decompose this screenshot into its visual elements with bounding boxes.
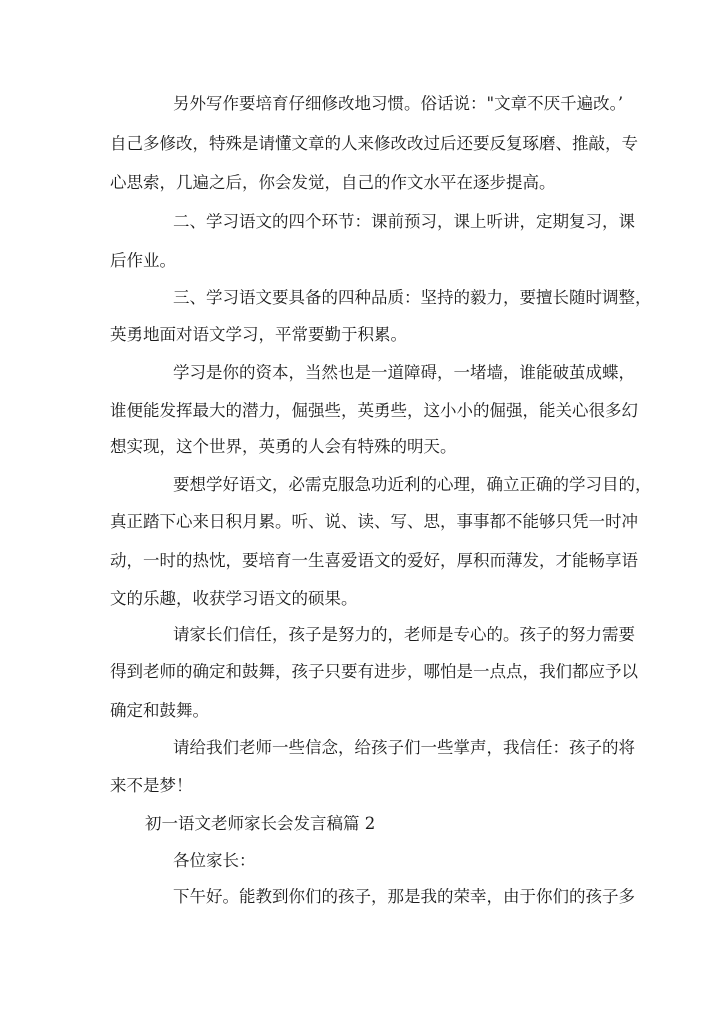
salutation: 各位家长： xyxy=(173,851,256,870)
paragraph-line: 后作业。 xyxy=(110,251,176,270)
paragraph-line: 请家长们信任，孩子是努力的，老师是专心的。孩子的努力需要 xyxy=(173,625,635,644)
paragraph-line: 真正踏下心来日积月累。听、说、读、写、思，事事都不能够只凭一时冲 xyxy=(110,512,638,531)
paragraph-line: 英勇地面对语文学习，平常要勤于积累。 xyxy=(110,325,407,344)
paragraph-line: 二、学习语文的四个环节：课前预习，课上听讲，定期复习，课 xyxy=(173,212,635,231)
paragraph-line: 请给我们老师一些信念，给孩子们一些掌声，我信任：孩子的将 xyxy=(173,738,635,757)
paragraph-line: 得到老师的确定和鼓舞，孩子只要有进步，哪怕是一点点，我们都应予以 xyxy=(110,662,638,681)
paragraph-line: 自己多修改，特殊是请懂文章的人来修改改过后还要反复琢磨、推敲，专 xyxy=(110,134,638,153)
paragraph-line: 想实现，这个世界，英勇的人会有特殊的明天。 xyxy=(110,437,457,456)
paragraph-line: 动，一时的热忱，要培育一生喜爱语文的爱好，厚积而薄发，才能畅享语 xyxy=(110,551,638,570)
paragraph-line: 要想学好语文，必需克服急功近利的心理，确立正确的学习目的， xyxy=(173,475,652,494)
paragraph-line: 确定和鼓舞。 xyxy=(110,701,209,720)
paragraph-line: 来不是梦！ xyxy=(110,776,193,795)
paragraph-line: 文的乐趣，收获学习语文的硕果。 xyxy=(110,589,358,608)
section-heading: 初一语文老师家长会发言稿篇 2 xyxy=(145,814,376,833)
paragraph-line: 下午好。能教到你们的孩子，那是我的荣幸，由于你们的孩子多 xyxy=(173,887,635,906)
paragraph-line: 另外写作要培育仔细修改地习惯。俗话说："文章不厌千遍改。’ xyxy=(173,94,624,113)
paragraph-line: 心思索，几遍之后，你会发觉，自己的作文水平在逐步提高。 xyxy=(110,173,556,192)
paragraph-line: 谁便能发挥最大的潜力，倔强些，英勇些，这小小的倔强，能关心很多幻 xyxy=(110,401,638,420)
paragraph-line: 学习是你的资本，当然也是一道障碍，一堵墙，谁能破茧成蝶， xyxy=(173,363,635,382)
paragraph-line: 三、学习语文要具备的四种品质：坚持的毅力，要擅长随时调整， xyxy=(173,288,652,307)
